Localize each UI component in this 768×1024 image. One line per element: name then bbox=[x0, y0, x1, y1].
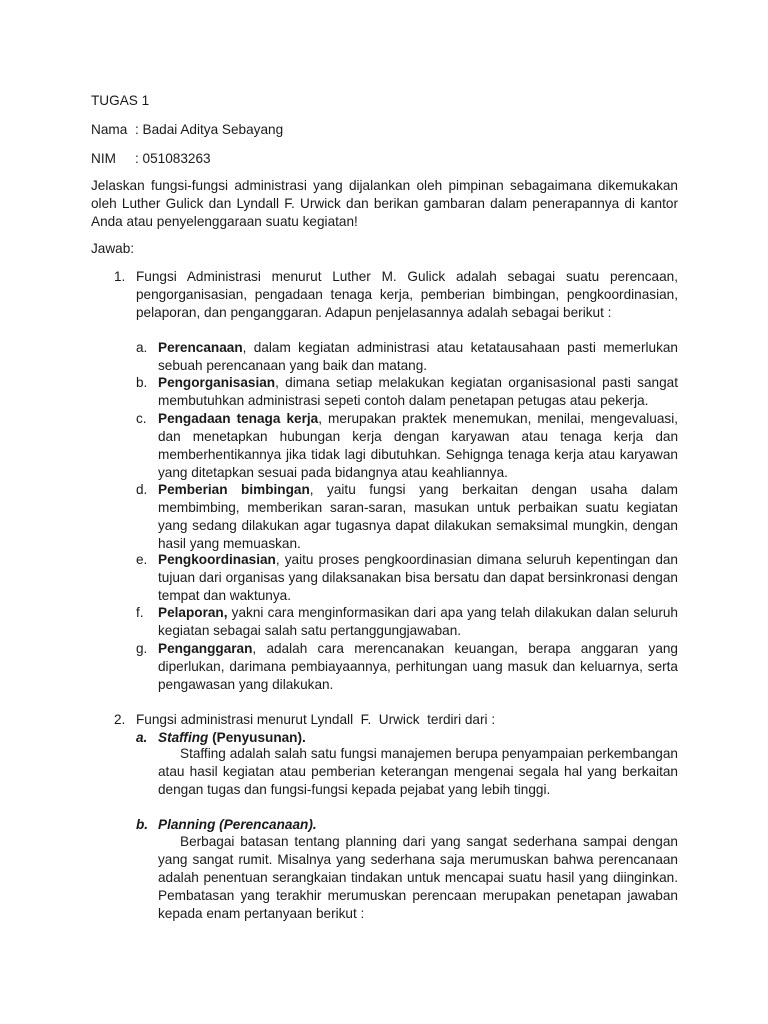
nim-value: : 051083263 bbox=[135, 151, 211, 166]
section1-marker: 1. bbox=[114, 269, 126, 284]
s1-item-b-term: Pengorganisasian bbox=[158, 375, 276, 390]
section2-marker: 2. bbox=[114, 712, 126, 727]
s1-item-g-desc: , adalah cara merencanakan keuangan, berapa anggaran yang diperlukan, darimana pembiayaannya, perhitungan uang masuk dan keluarnya, serta pengawasan yang dilakukan. bbox=[158, 641, 678, 692]
s1-item-b-desc: , dimana setiap melakukan kegiatan organisasional pasti sangat membutuhkan administrasi sepeti contoh dalam penetapan petugas atau pekerja. bbox=[158, 375, 678, 408]
s1-item-c bbox=[158, 410, 678, 482]
s1-item-f bbox=[158, 604, 678, 640]
s1-item-e-desc: , yaitu proses pengkoordinasian dimana seluruh kepentingan dan tujuan dari organisas yang dilaksanakan bisa bersatu dan dapat bersinkronasi dengan tempat dan waktunya. bbox=[158, 552, 678, 603]
question-paragraph: Jelaskan fungsi-fungsi administrasi yang dijalankan oleh pimpinan sebagaimana dikemukakan oleh Luther Gulick dan Lyndall F. Urwick dan berikan gambaran dalam penerapannya di kantor Anda atau penyelenggaraan suatu kegiatan! bbox=[91, 178, 678, 229]
nama-label: Nama bbox=[91, 122, 128, 137]
s2-item-b-term: Planning (Perencanaan). bbox=[158, 817, 317, 832]
s1-item-a bbox=[158, 339, 678, 375]
answer-label: Jawab: bbox=[91, 241, 135, 256]
nim-label: NIM bbox=[91, 151, 116, 166]
s1-item-f-desc: yakni cara menginformasikan dari apa yang telah dilakukan dalan seluruh kegiatan sebagai salah satu pertanggungjawaban. bbox=[158, 605, 678, 638]
s1-item-b bbox=[158, 374, 678, 410]
s1-item-c-marker: c. bbox=[136, 411, 147, 426]
nama-value: : Badai Aditya Sebayang bbox=[135, 122, 284, 137]
s1-item-d-marker: d. bbox=[136, 482, 148, 497]
s1-item-d-desc: , yaitu fungsi yang berkaitan dengan usaha dalam membimbing, memberikan saran-saran, masukan untuk perbaikan suatu kegiatan yang sedang dilakukan agar tugasnya dapat dilakukan semaksimal mungkin, dengan hasil yang memuaskan. bbox=[158, 482, 678, 551]
s1-item-a-term: Perencanaan bbox=[158, 340, 243, 355]
s2-item-a-body-block bbox=[158, 745, 678, 799]
s2-item-b-body-block bbox=[158, 833, 678, 923]
section1-intro: Fungsi Administrasi menurut Luther M. Gulick adalah sebagai suatu perencaan, pengorganisasian, pengadaan tenaga kerja, pemberian bimbingan, pengkoordinasian, pelaporan, dan penganggaran. Adapun penjelasannya adalah sebagai berikut : bbox=[136, 269, 678, 320]
s1-item-e-term: Pengkoordinasian bbox=[158, 552, 276, 567]
s2-item-b-body: Berbagai batasan tentang planning dari yang sangat sederhana sampai dengan yang sangat rumit. Misalnya yang sederhana saja merumuskan bahwa perencanaan adalah penentuan serangkaian tindakan untuk mencapai suatu hasil yang diinginkan. Pembatasan yang terakhir merumuskan perencaan merupakan penetapan jawaban kepada enam pertanyaan berikut : bbox=[158, 834, 678, 921]
s1-item-g-marker: g. bbox=[136, 641, 148, 656]
s2-item-a-term-rest: (Penyusunan). bbox=[208, 730, 306, 745]
s1-item-a-marker: a. bbox=[136, 340, 148, 355]
s1-item-d bbox=[158, 481, 678, 553]
s2-item-a-term: Staffing bbox=[158, 730, 209, 745]
s1-item-b-marker: b. bbox=[136, 375, 148, 390]
s2-item-b-marker: b. bbox=[136, 817, 149, 832]
section2-intro: Fungsi administrasi menurut Lyndall F. Urwick terdiri dari : bbox=[136, 712, 496, 727]
document-title: TUGAS 1 bbox=[91, 93, 150, 108]
s1-item-g bbox=[158, 640, 678, 694]
s2-item-a-body: Staffing adalah salah satu fungsi manajemen berupa penyampaian perkembangan atau hasil kegiatan atau pemberian keterangan mengenai segala hal yang berkaitan dengan tugas dan fungsi-fungsi kepada pejabat yang lebih tinggi. bbox=[158, 746, 678, 797]
s1-item-e-marker: e. bbox=[136, 552, 148, 567]
s1-item-f-marker: f. bbox=[136, 605, 144, 620]
s1-item-e bbox=[158, 551, 678, 605]
s1-item-g-term: Penganggaran bbox=[158, 641, 253, 656]
s1-item-a-desc: , dalam kegiatan administrasi atau ketatausahaan pasti memerlukan sebuah perencanaan yang baik dan matang. bbox=[158, 340, 678, 373]
s1-item-c-term: Pengadaan tenaga kerja bbox=[158, 411, 319, 426]
s1-item-d-term: Pemberian bimbingan bbox=[158, 482, 310, 497]
s2-item-a-marker: a. bbox=[136, 730, 148, 745]
s1-item-f-term: Pelaporan, bbox=[158, 605, 228, 620]
s1-item-c-desc: , merupakan praktek menemukan, menilai, mengevaluasi, dan menetapkan hubungan kerja dengan karyawan atau tenaga kerja dan memberhentikannya jika tidak lagi dibutuhkan. Sehignga tenaga kerja atau karyawan yang ditetapkan sesuai pada bidangnya atau keahliannya. bbox=[158, 411, 678, 480]
